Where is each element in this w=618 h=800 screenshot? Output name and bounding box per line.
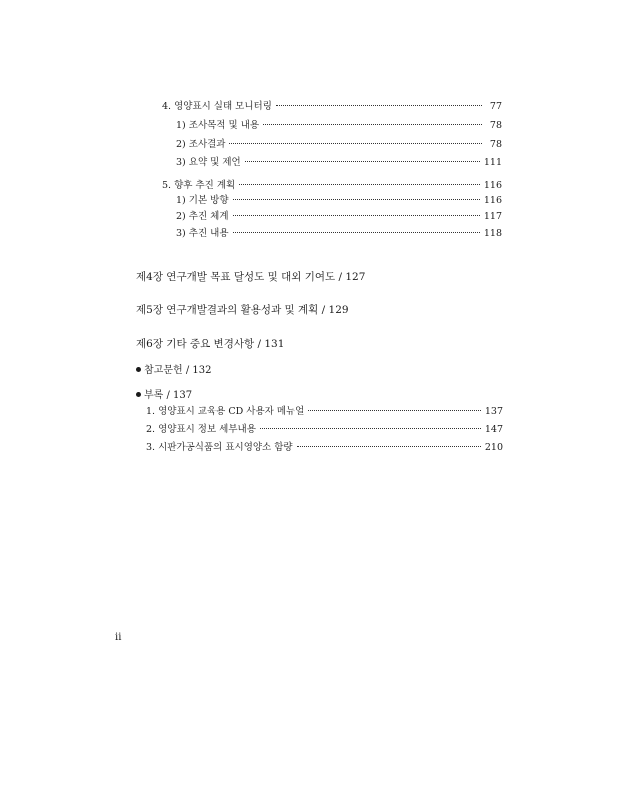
toc-entry-page: 116 [483,180,502,191]
dot-leader [233,232,480,233]
toc-entry-label: 5. 향후 추진 계획 [162,180,236,191]
toc-entry-label: 2) 조사결과 [176,139,226,150]
toc-entry-page: 77 [489,101,502,112]
toc-entry-section-5[interactable] [162,180,502,192]
dot-leader [233,199,480,200]
toc-entry-page: 78 [489,139,502,150]
toc-entry-label: 4. 영양표시 실태 모니터링 [162,101,272,112]
toc-appendix-entry[interactable] [146,406,503,418]
toc-entry-page: 118 [483,228,502,239]
toc-entry-label: 1) 조사목적 및 내용 [176,120,260,131]
dot-leader [239,184,480,185]
toc-entry-page: 116 [483,195,502,206]
toc-entry-label: 3) 요약 및 제언 [176,157,241,168]
dot-leader [233,215,480,216]
toc-entry-label: 1) 기본 방향 [176,195,229,206]
dot-leader [260,428,481,429]
toc-references[interactable] [136,364,211,378]
dot-leader [229,143,482,144]
toc-subentry[interactable] [176,211,502,223]
toc-references-label: 참고문헌 / 132 [144,365,212,376]
toc-entry-label: 2) 추진 체계 [176,211,229,222]
toc-entry-label: 1. 영양표시 교육용 CD 사용자 메뉴얼 [146,406,305,417]
toc-chapter-6[interactable]: 제6장 기타 중요 변경사항 / 131 [136,338,285,350]
dot-leader [245,161,480,162]
toc-entry-page: 111 [483,157,502,168]
toc-subentry[interactable] [176,157,502,169]
toc-appendix-entry[interactable] [146,442,503,454]
toc-entry-page: 78 [489,120,502,131]
toc-subentry[interactable] [176,195,502,207]
bullet-icon [136,392,141,397]
dot-leader [276,105,482,106]
toc-entry-section-4[interactable] [162,101,502,113]
toc-appendix-entry[interactable] [146,424,503,436]
toc-subentry[interactable] [176,228,502,240]
toc-chapter-4[interactable]: 제4장 연구개발 목표 달성도 및 대외 기여도 / 127 [136,271,366,283]
toc-entry-label: 3. 시판가공식품의 표시영양소 함량 [146,442,293,453]
toc-chapter-5[interactable]: 제5장 연구개발결과의 활용성과 및 계획 / 129 [136,304,349,316]
toc-subentry[interactable] [176,139,502,151]
page-number: ii [115,632,122,643]
toc-appendix-label: 부록 / 137 [144,390,193,401]
dot-leader [297,446,481,447]
bullet-icon [136,367,141,372]
toc-entry-page: 210 [484,442,503,453]
toc-entry-page: 137 [484,406,503,417]
toc-entry-label: 3) 추진 내용 [176,228,229,239]
toc-entry-page: 147 [484,424,503,435]
toc-entry-label: 2. 영양표시 정보 세부내용 [146,424,256,435]
dot-leader [263,124,482,125]
toc-subentry[interactable] [176,120,502,132]
toc-entry-page: 117 [483,211,502,222]
dot-leader [308,410,481,411]
toc-appendix[interactable] [136,389,192,403]
